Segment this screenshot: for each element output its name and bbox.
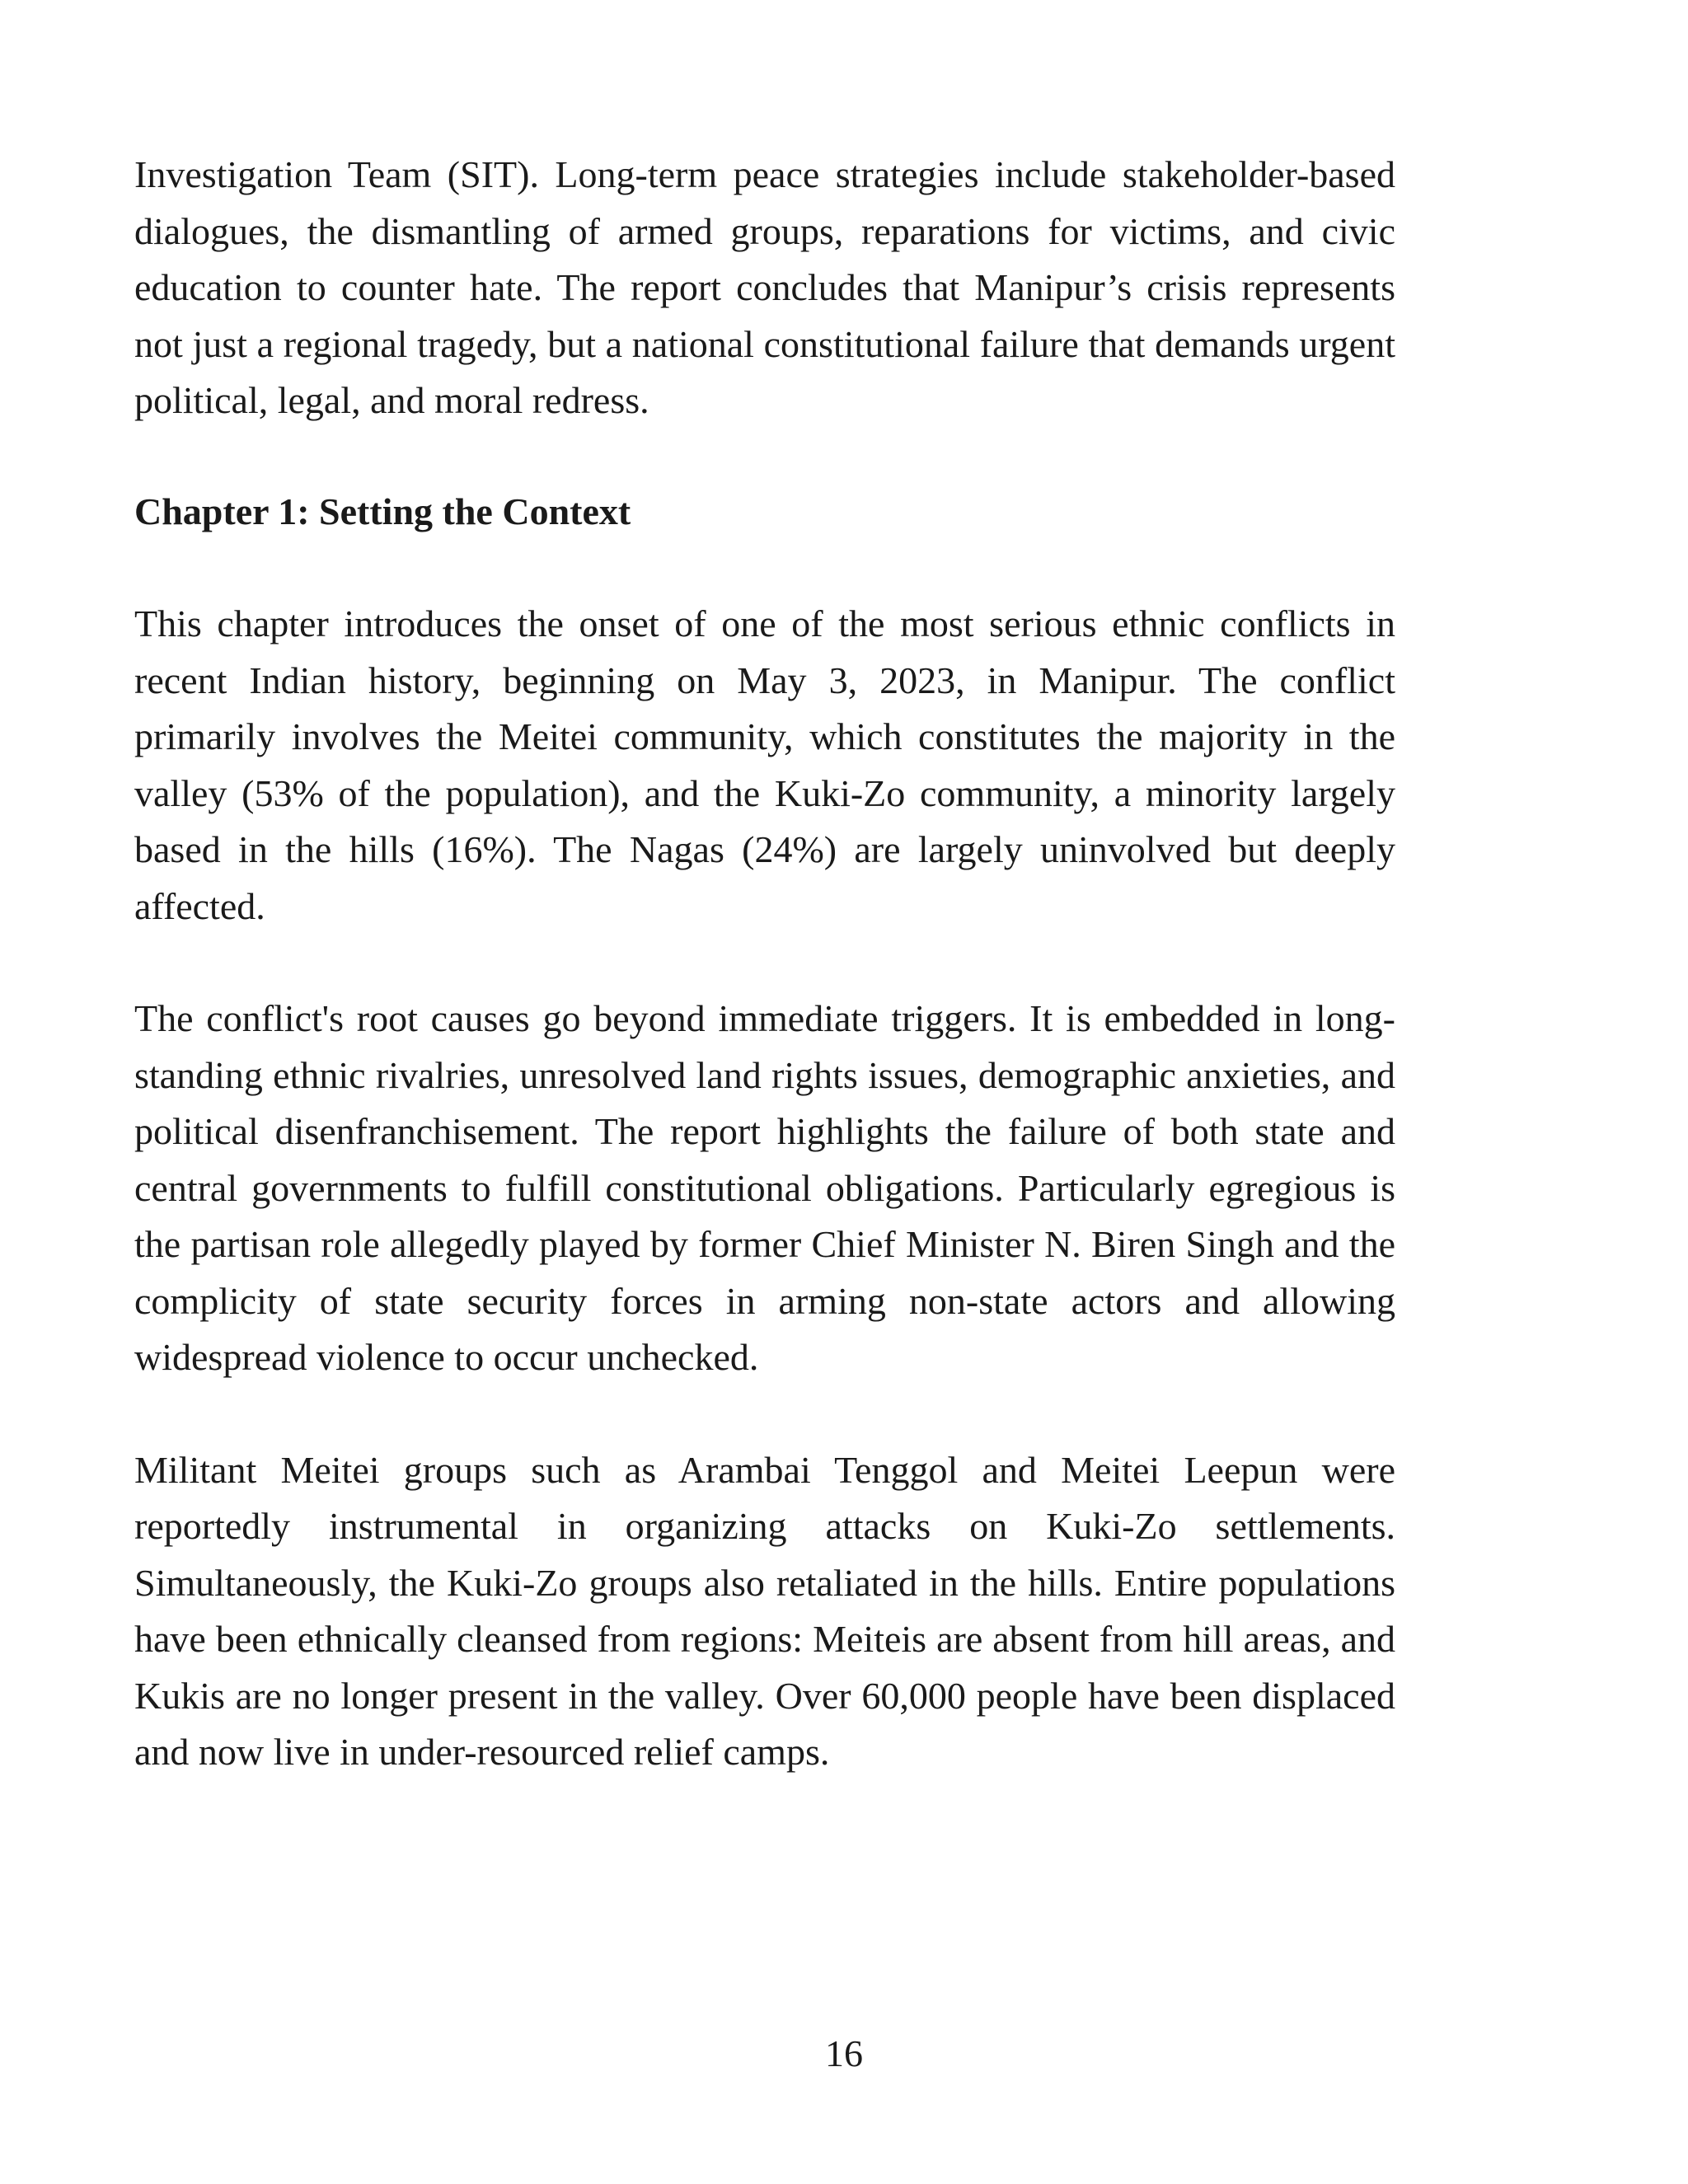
intro-paragraph: Investigation Team (SIT). Long-term peace strategies include stakeholder-based dialogues, the dismantling of armed groups, reparations for victims, and civic education to counter hate. The report concludes that Manipur’s crisis represents not just a regional tragedy, but a national constitutional failure that demands urgent political, legal, and moral redress. <box>134 153 1395 421</box>
page-content <box>134 147 1395 1781</box>
spacer <box>134 429 1395 484</box>
spacer <box>134 540 1395 596</box>
spacer <box>134 935 1395 991</box>
chapter-heading: Chapter 1: Setting the Context <box>134 490 631 532</box>
page-number: 16 <box>825 2032 863 2074</box>
body-paragraph-2: The conflict's root causes go beyond immediate triggers. It is embedded in long-standing ethnic rivalries, unresolved land rights issues, demographic anxieties, and political disenfranchisement. The report highlights the failure of both state and central governments to fulfill constitutional obligations. Particularly egregious is the partisan role allegedly played by former Chief Minister N. Biren Singh and the complicity of state security forces in arming non-state actors and allowing widespread violence to occur unchecked. <box>134 997 1395 1378</box>
body-paragraph-1: This chapter introduces the onset of one of the most serious ethnic conflicts in recent Indian history, beginning on May 3, 2023, in Manipur. The conflict primarily involves the Meitei community, which constitutes the majority in the valley (53% of the population), and the Kuki-Zo community, a minority largely based in the hills (16%). The Nagas (24%) are largely uninvolved but deeply affected. <box>134 602 1395 927</box>
spacer <box>134 1386 1395 1442</box>
body-paragraph-3: Militant Meitei groups such as Arambai Tenggol and Meitei Leepun were reportedly instrumental in organizing attacks on Kuki-Zo settlements. Simultaneously, the Kuki-Zo groups also retaliated in the hills. Entire populations have been ethnically cleansed from regions: Meiteis are absent from hill areas, and Kukis are no longer present in the valley. Over 60,000 people have been displaced and now live in under-resourced relief camps. <box>134 1448 1395 1773</box>
